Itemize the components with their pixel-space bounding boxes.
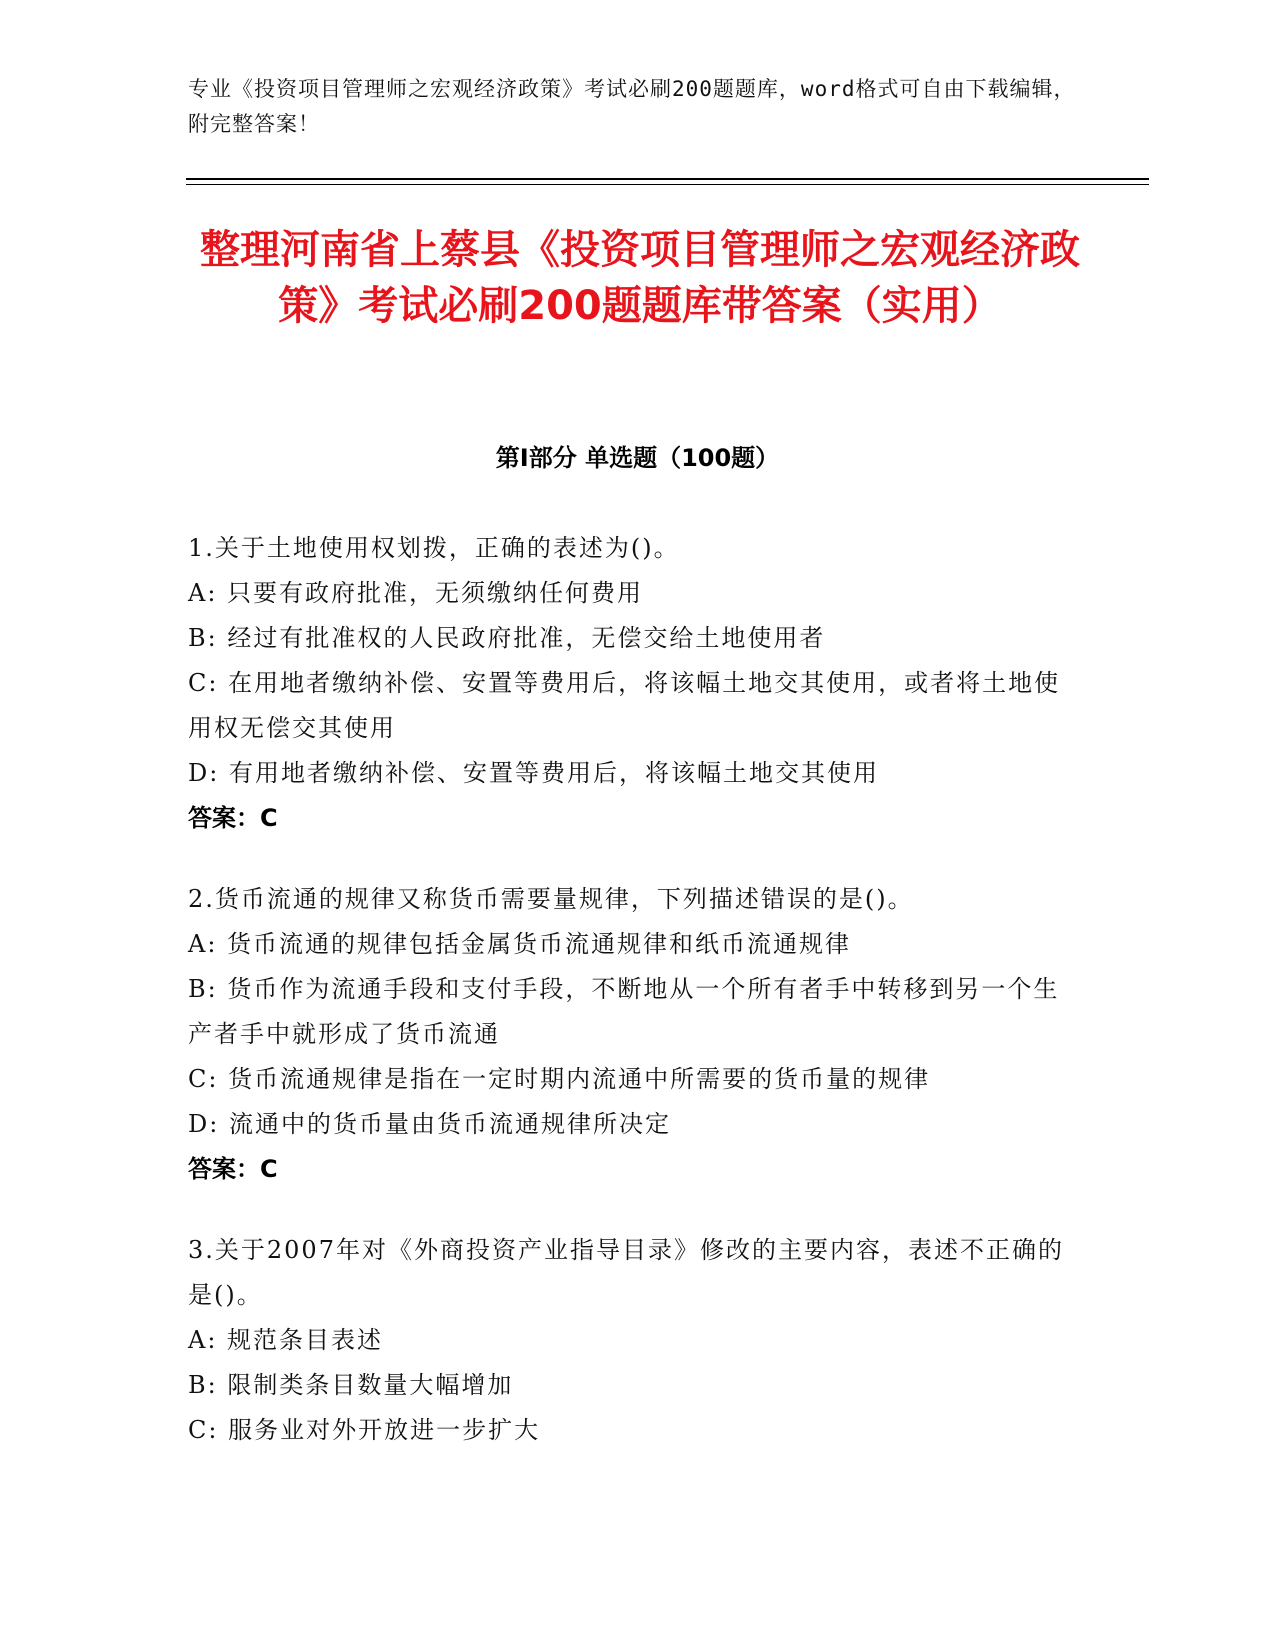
option-d: D: 流通中的货币量由货币流通规律所决定 [188,1110,671,1138]
header-divider-thick [186,178,1149,180]
document-title: 整理河南省上蔡县《投资项目管理师之宏观经济政策》考试必刷200题题库带答案（实用） [200,227,1080,329]
option-a: A: 只要有政府批准，无须缴纳任何费用 [188,579,644,607]
option-b: B: 货币作为流通手段和支付手段，不断地从一个所有者手中转移到另一个生产者手中就形成了货币流通 [188,975,1060,1048]
option-c: C: 在用地者缴纳补偿、安置等费用后，将该幅土地交其使用，或者将土地使用权无偿交其使用 [188,669,1061,742]
header-divider-thin [186,184,1149,185]
question-stem: 3.关于2007年对《外商投资产业指导目录》修改的主要内容，表述不正确的是()。 [188,1236,1064,1309]
header-note: 专业《投资项目管理师之宏观经济政策》考试必刷200题题库，word格式可自由下载编辑，附完整答案！ [188,77,1076,136]
option-c: C: 服务业对外开放进一步扩大 [188,1416,541,1444]
question-stem: 2.货币流通的规律又称货币需要量规律，下列描述错误的是()。 [188,885,914,913]
question-item [188,1228,1070,1453]
section-title: 第I部分 单选题（100题） [495,444,780,472]
option-c: C: 货币流通规律是指在一定时期内流通中所需要的货币量的规律 [188,1065,931,1093]
option-b: B: 限制类条目数量大幅增加 [188,1371,514,1399]
question-item [188,877,1070,1192]
option-a: A: 货币流通的规律包括金属货币流通规律和纸币流通规律 [188,930,852,958]
question-item [188,526,1070,841]
question-stem: 1.关于土地使用权划拨，正确的表述为()。 [188,534,680,562]
answer-line: 答案：C [188,804,278,832]
answer-line: 答案：C [188,1155,278,1183]
option-a: A: 规范条目表述 [188,1326,384,1354]
question-list [188,526,1070,1489]
option-b: B: 经过有批准权的人民政府批准，无偿交给土地使用者 [188,624,826,652]
option-d: D: 有用地者缴纳补偿、安置等费用后，将该幅土地交其使用 [188,759,879,787]
